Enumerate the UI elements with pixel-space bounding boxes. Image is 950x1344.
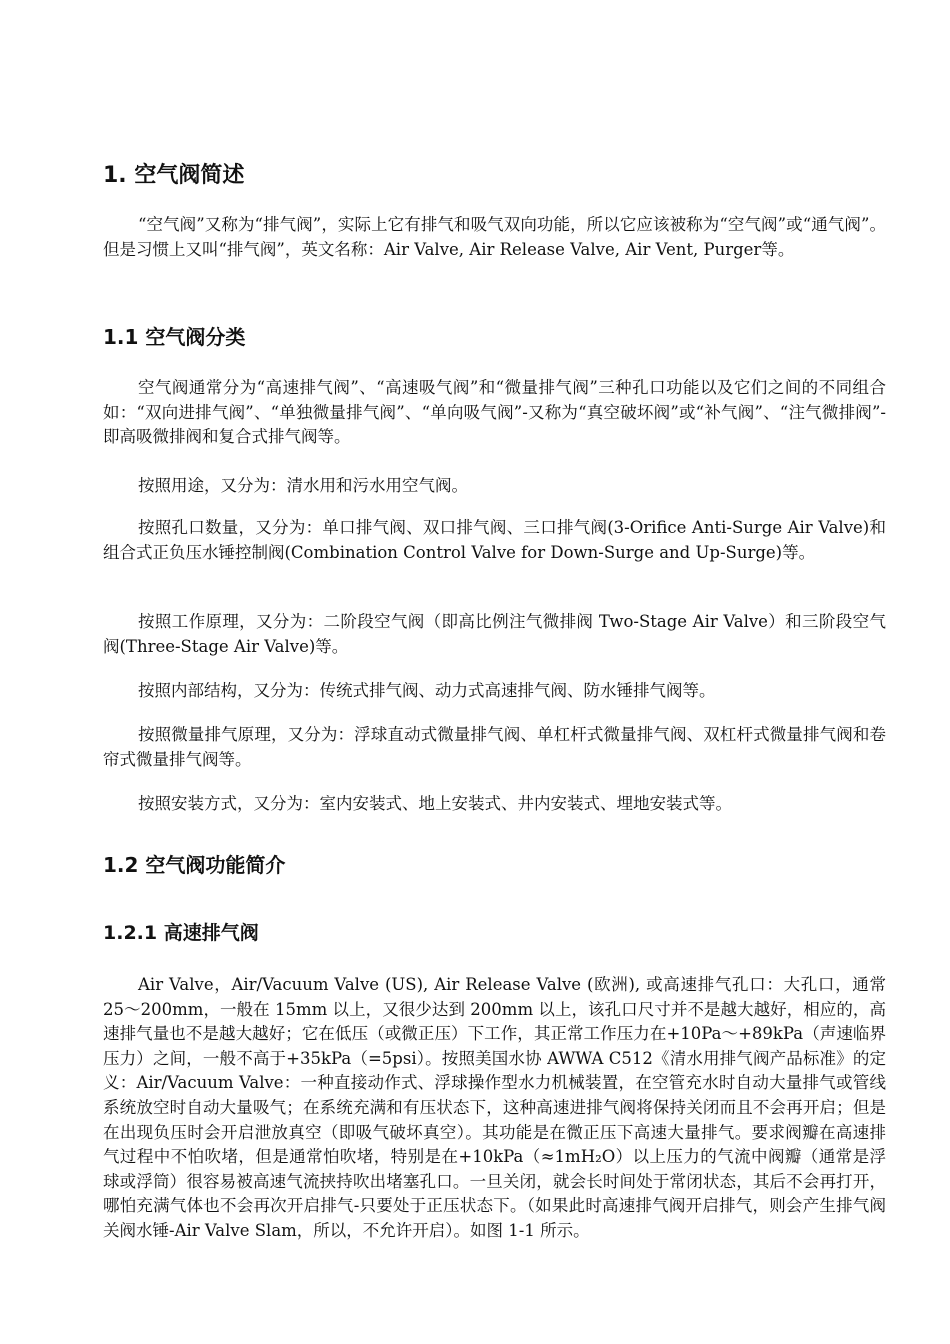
section-heading-1-2: 1.2 空气阀功能简介 [103,853,286,877]
classification-paragraph-principle: 按照工作原理，又分为：二阶段空气阀（即高比例注气微排阀 Two-Stage Air Valve）和三阶段空气阀(Three-Stage Air Valve)等。 [103,612,886,656]
section-heading-1-1: 1.1 空气阀分类 [103,325,246,349]
classification-paragraph-usage: 按照用途，又分为：清水用和污水用空气阀。 [138,476,468,495]
intro-paragraph: “空气阀”又称为“排气阀”，实际上它有排气和吸气双向功能，所以它应该被称为“空气阀”或“通气阀”。但是习惯上又叫“排气阀”，英文名称：Air Valve, Air Release Valve, Air Vent, Purger等。 [103,215,886,259]
section-heading-1-2-1: 1.2.1 高速排气阀 [103,922,259,944]
section-heading-1: 1. 空气阀简述 [103,163,245,188]
classification-paragraph-installation: 按照安装方式，又分为：室内安装式、地上安装式、井内安装式、埋地安装式等。 [138,794,732,813]
classification-paragraph-micro-exhaust: 按照微量排气原理，又分为：浮球直动式微量排气阀、单杠杆式微量排气阀、双杠杆式微量排气阀和卷帘式微量排气阀等。 [103,725,886,769]
classification-paragraph-orifice: 按照孔口数量，又分为：单口排气阀、双口排气阀、三口排气阀(3-Orifice Anti-Surge Air Valve)和组合式正负压水锤控制阀(Combination Control Valve for Down-Surge and Up-Surge)等。 [103,518,886,562]
high-speed-exhaust-paragraph: Air Valve，Air/Vacuum Valve (US), Air Release Valve (欧洲), 或高速排气孔口：大孔口，通常 25～200mm，一般在 15mm 以上，又很少达到 200mm 以上，该孔口尺寸并不是越大越好，相应的，高速排气量也不是越大越好；它在低压（或微正压）下工作，其正常工作压力在+10Pa～+89kPa（声速临界压力）之间，一般不高于+35kPa（=5psi）。按照美国水协 AWWA C512《清水用排气阀产品标准》的定义：Air/Vacuum Valve：一种直接动作式、浮球操作型水力机械装置，在空管充水时自动大量排气或管线系统放空时自动大量吸气；在系统充满和有压状态下，这种高速进排气阀将保持关闭而且不会再开启；但是在出现负压时会开启泄放真空（即吸气破坏真空）。其功能是在微正压下高速大量排气。要求阀瓣在高速排气过程中不怕吹堵，但是通常怕吹堵，特别是在+10kPa（≈1mH₂O）以上压力的气流中阀瓣（通常是浮球或浮筒）很容易被高速气流挟持吹出堵塞孔口。一旦关闭，就会长时间处于常闭状态，其后不会再打开，哪怕充满气体也不会再次开启排气-只要处于正压状态下。（如果此时高速排气阀开启排气，则会产生排气阀关阀水锤-Air Valve Slam，所以，不允许开启）。如图 1-1 所示。 [103,975,886,1240]
classification-paragraph-structure: 按照内部结构，又分为：传统式排气阀、动力式高速排气阀、防水锤排气阀等。 [138,681,716,700]
classification-paragraph-general: 空气阀通常分为“高速排气阀”、“高速吸气阀”和“微量排气阀”三种孔口功能以及它们之间的不同组合如：“双向进排气阀”、“单独微量排气阀”、“单向吸气阀”-又称为“真空破坏阀”或“补气阀”、“注气微排阀”-即高吸微排阀和复合式排气阀等。 [103,378,886,447]
